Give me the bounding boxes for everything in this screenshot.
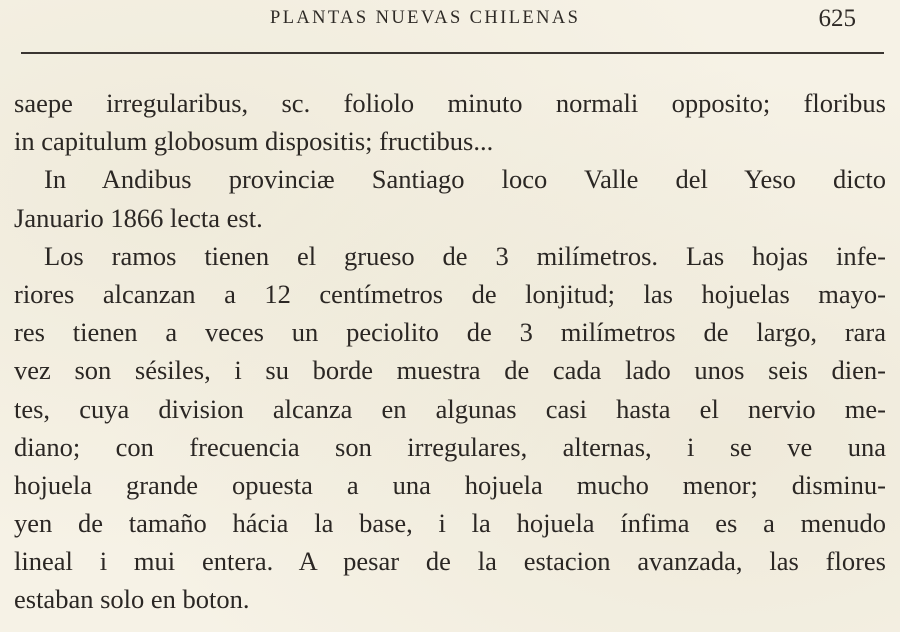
text-line: in capitulum globosum dispositis; fructibus... — [14, 126, 494, 157]
text-line: lineal i mui entera. A pesar de la estacion avanzada, las flores — [14, 546, 886, 577]
running-head-title: PLANTAS NUEVAS CHILENAS — [270, 8, 581, 28]
text-line: hojuela grande opuesta a una hojuela mucho menor; disminu- — [14, 469, 886, 500]
text-line: In Andibus provinciæ Santiago loco Valle del Yeso dicto — [44, 164, 886, 195]
text-line: tes, cuya division alcanza en algunas casi hasta el nervio me- — [14, 393, 886, 424]
text-line: diano; con frecuencia son irregulares, alternas, i se ve una — [14, 431, 886, 462]
text-line: estaban solo en boton. — [14, 584, 250, 615]
header-rule — [21, 52, 884, 54]
text-line: vez son sésiles, i su borde muestra de cada lado unos seis dien- — [14, 355, 886, 386]
text-line: saepe irregularibus, sc. foliolo minuto normali opposito; floribus — [14, 88, 886, 118]
text-line: riores alcanzan a 12 centímetros de lonjitud; las hojuelas mayo- — [14, 278, 886, 309]
body-text — [14, 84, 886, 619]
text-line: yen de tamaño hácia la base, i la hojuela ínfima es a menudo — [14, 508, 886, 539]
text-line: res tienen a veces un peciolito de 3 milímetros de largo, rara — [14, 317, 886, 348]
text-line: Januario 1866 lecta est. — [14, 202, 263, 233]
page-number: 625 — [818, 5, 856, 32]
text-line: Los ramos tienen el grueso de 3 milímetros. Las hojas infe- — [44, 240, 886, 271]
